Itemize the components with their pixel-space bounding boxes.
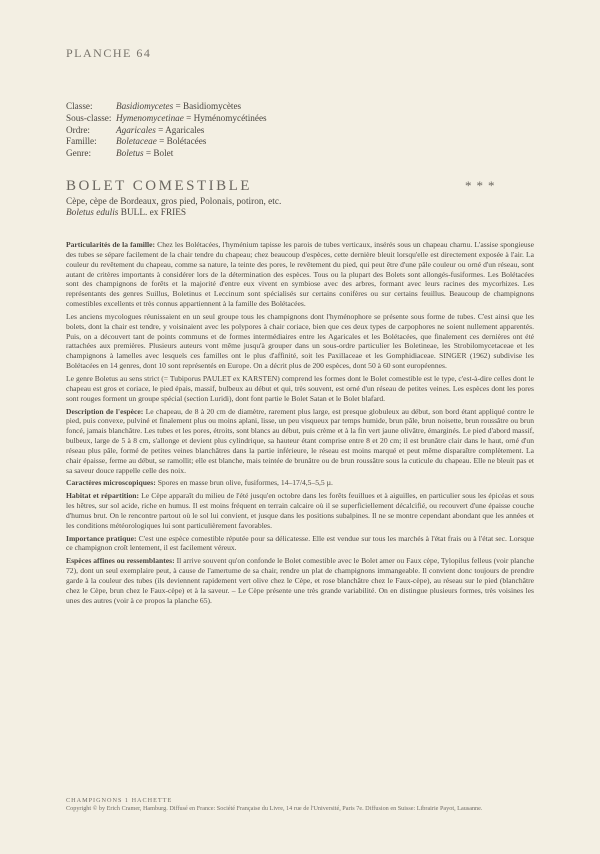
taxonomy-latin: Hymenomycetinae [116, 112, 184, 123]
taxonomy-french: Hyménomycétinées [193, 112, 267, 123]
taxonomy-french: Agaricales [165, 124, 205, 135]
taxonomy-row: Sous-classe: Hymenomycetinae = Hyménomycétinées [66, 112, 267, 123]
taxonomy-latin: Agaricales [116, 124, 156, 135]
taxonomy-key: Genre: [66, 148, 91, 159]
species-title: BOLET COMESTIBLE [66, 178, 252, 194]
taxonomy-french: Bolet [153, 148, 174, 159]
footer-series: CHAMPIGNONS 1 HACHETTE [66, 797, 173, 804]
section-heading: Particularités de la famille: [66, 240, 156, 249]
edibility-stars: *** [465, 178, 500, 193]
body-text [66, 240, 534, 606]
latin-name: Boletus edulis [66, 208, 119, 218]
section-heading: Espèces affines ou ressemblantes: [66, 556, 175, 566]
section-paragraph [66, 312, 534, 371]
section-heading: Importance pratique: [66, 533, 137, 543]
section-heading: Description de l'espèce: [66, 406, 144, 416]
section-paragraph [66, 491, 534, 530]
section-paragraph [66, 556, 534, 605]
section-text: C'est une espèce comestible réputée pour sa délicatesse. Elle est vendue sur tous les marchés à l'état frais ou à l'état sec. Lorsque ce champignon croît lentement, il est facilement véreux. [66, 533, 534, 553]
section-heading: Habitat et répartition: [66, 491, 139, 501]
section-paragraph [66, 534, 534, 554]
taxonomy-row: Famille: Boletaceae = Bolétacées [66, 136, 207, 147]
taxonomy-latin: Basidiomycetes [116, 101, 174, 111]
taxonomy-row: Classe: Basidiomycetes = Basidiomycètes [66, 101, 242, 111]
taxonomy-table [66, 101, 267, 160]
section-heading: Caractères microscopiques: [66, 478, 156, 488]
author-citation: BULL. ex FRIES [120, 208, 187, 218]
species-subtitle [66, 197, 281, 219]
taxonomy-key: Sous-classe: [66, 112, 112, 123]
section-text: Le chapeau, de 8 à 20 cm de diamètre, rarement plus large, est presque globuleux au début, son bord étant appliqué contre le pied, puis convexe, pulviné et finalement plus ou moins aplani, lisse, un peu visqueux par temps humide, brun pâle, brun noisette, brun roussâtre ou brun foncé, jamais blanchâtre. Les tubes et les pores, étroits, sont blancs au début, puis crème et à la fin vert jaune olivâtre, émarginés. Le pied d'abord massif, bulbeux, large de 5 à 8 cm, s'allonge et devient plus cylindrique, sa hauteur étant comprise entre 8 et 20 cm; il est brunâtre clair dans le haut, orné d'un réseau plus pâle, formé de petites veines blanchâtres dans la partie inférieure, le réseau est moins marqué et peut même disparaître complètement. La chair épaisse, ferme au début, se ramollit; elle est blanche, mais teintée de brunâtre ou de brun roussâtre sous la cuticule du chapeau. Elle ne bleuit pas et sa saveur douce rappelle celle des noix. [66, 406, 535, 475]
taxonomy-latin: Boletaceae [116, 136, 157, 147]
section-text: Chez les Bolétacées, l'hyménium tapisse les parois de tubes verticaux, insérés sous un chapeau charnu. L'assise spongieuse des tubes se sépare facilement de la chair tendre du chapeau; chez beaucoup d'espèces, cette dernière bleuit lorsqu'elle est directement exposée à l'air. La couleur du revêtement du chapeau, comme sa nature, la teinte des pores, le revêtement du pied, qui peut être d'une pâle couleur ou orné d'un réseau, sont autant de critères importants à considérer lors de la détermination des espèces. Tous ou la plupart des Bolets sont allongés-fusiformes. Les Bolétacées sont des champignons de forêts et la majorité d'entre eux vivent en symbiose avec des arbres, formant avec leurs racines des mycorhizes. Les représentants des genres Suillus, Boletinus et Leccinum sont spécialisés sur certains conifères ou sur certains feuillus. Beaucoup de champignons comestibles excellents et très connus appartiennent à la famille des Bolétacées. [66, 240, 534, 309]
section-text: Les anciens mycologues réunissaient en un seul groupe tous les champignons dont l'hyménophore se présente sous forme de tubes. C'est ainsi que les bolets, dont la chair est tendre, y voisinaient avec les polypores à chair coriace, bien que ces deux types de carpophores ne soient nullement apparentés. Puis, on a découvert tant de points communs et de formes intermédiaires entre les Agaricales et les Bolétacées, que finalement ces dernières ont été rattachées aux premières. Plusieurs auteurs vont même jusqu'à grouper dans un sous-ordre particulier les Boletineae, les Strobilomycetaceae et les champignons à lamelles avec lesquels ces familles ont le plus d'affinité, soit les Paxillaceae et les Gomphidiaceae. SINGER (1962) subdivise les Bolétacées en 14 genres, dont 10 sont représentés en Europe. On a décrit plus de 200 espèces, dont 50 à 60 sont européennes. [66, 311, 534, 371]
taxonomy-latin: Boletus [116, 148, 144, 159]
section-text: Il arrive souvent qu'on confonde le Bolet comestible avec le Bolet amer ou Faux cèpe, Tylopilus felleus (voir planche 72), dont un seul exemplaire peut, à cause de l'amertume de sa chair, rendre un plat de champignons immangeable. Il convient donc toujours de prendre garde à la couleur des tubes (ils deviennent rapidement vert olive chez le Cèpe, et rose blanchâtre chez le Faux-cèpe), au réseau sur le pied (blanchâtre chez le Cèpe, brun chez le Faux-cèpe) et à la saveur. – Le Cèpe présente une très grande variabilité. On en distingue plusieurs formes, très voisines les unes des autres (voir à ce propos la planche 65). [66, 556, 534, 605]
taxonomy-row: Genre: Boletus = Bolet [66, 148, 174, 159]
section-text: Spores en masse brun olive, fusiformes, 14–17/4,5–5,5 µ. [157, 478, 333, 488]
section-paragraph [66, 240, 534, 309]
footer-copyright: Copyright © by Erich Cramer, Hamburg. Diffusé en France: Société Française du Livre, 14 rue de l'Université, Paris 7e. Diffusion en Suisse: Librairie Payot, Lausanne. [66, 805, 483, 812]
taxonomy-key: Ordre: [66, 124, 90, 135]
taxonomy-french: Bolétacées [166, 136, 207, 147]
section-paragraph [66, 478, 534, 488]
section-paragraph [66, 407, 534, 476]
taxonomy-french: Basidiomycètes [182, 101, 242, 111]
section-text: Le genre Boletus au sens strict (= Tubiporus PAULET ex KARSTEN) comprend les formes dont le Bolet comestible est le type, c'est-à-dire celles dont le chapeau est gros et coriace, le pied épais, massif, bulbeux au début et qui, très souvent, est orné d'un réseau de petites veines. Les espèces dont les pores sont rouges forment un groupe spécial (section Luridi), dont font partie le Bolet Satan et le Bolet blafard. [66, 373, 534, 403]
section-text: Le Cèpe apparaît du milieu de l'été jusqu'en octobre dans les forêts feuillues et à aiguilles, en particulier sous les épicéas et sous les hêtres, sur sol acide, riche en humus. Il est moins fréquent en terrain calcaire où il se superficiellement décalcifié, ou recouvert d'une épaisse couche d'humus brut. On le rencontre partout où le sol lui convient, et jusque dans les positions subalpines. Il ne se montre cependant abondant que les années et les conditions météorologiques lui sont particulièrement favorables. [66, 491, 534, 530]
section-paragraph [66, 374, 534, 404]
common-names: Cèpe, cèpe de Bordeaux, gros pied, Polonais, potiron, etc. [66, 197, 282, 207]
taxonomy-key: Famille: [66, 136, 97, 147]
taxonomy-row: Ordre: Agaricales = Agaricales [66, 124, 205, 135]
taxonomy-key: Classe: [66, 101, 93, 111]
plate-label: PLANCHE 64 [66, 46, 152, 60]
footer [66, 797, 534, 813]
